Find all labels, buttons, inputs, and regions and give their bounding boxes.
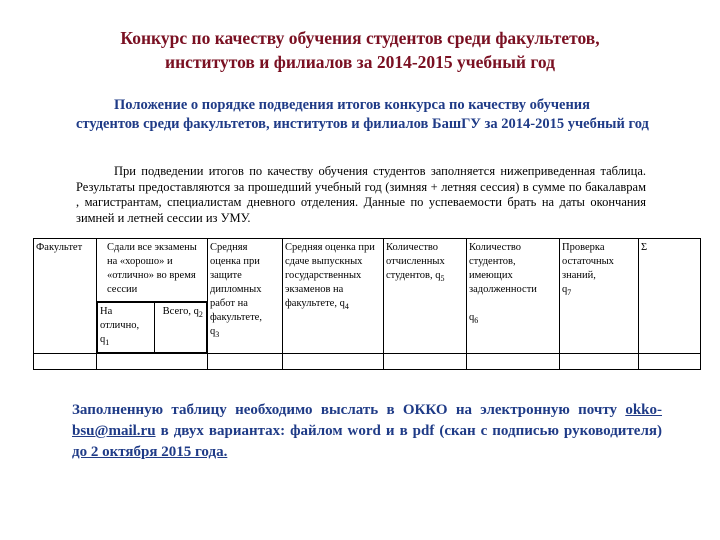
table-cell — [639, 354, 701, 370]
table-cell — [97, 354, 208, 370]
table-header-row — [34, 239, 701, 354]
table-cell — [560, 354, 639, 370]
table-cell — [34, 354, 97, 370]
header-diploma-grade: Средняя оценка при защите дипломных работ на факультете, $q_3$ — [208, 239, 283, 354]
page-title — [60, 26, 660, 74]
header-state-exam-grade: Средняя оценка при сдаче выпускных государственных экзаменов на факультете, $q_4$ — [283, 239, 384, 354]
regulation-subtitle: Положение о порядке подведения итогов конкурса по качеству обучения студентов среди факультетов, институтов и филиалов БашГУ за 2014-2015 учебный год — [76, 97, 649, 132]
header-faculty: Факультет — [34, 239, 97, 354]
header-exams-split — [97, 302, 207, 353]
header-exams — [97, 239, 208, 354]
header-debt-count: Количество студентов, имеющих задолженности $q_6$ — [467, 239, 560, 354]
header-exams-top: Сдали все экзамены на «хорошо» и «отлично» во время сессии — [97, 239, 207, 302]
sigma-symbol: Σ — [641, 242, 648, 253]
header-excellent: На отлично, $q_1$ — [98, 303, 155, 353]
header-knowledge-check: Проверка остаточных знаний, $q_7$ — [560, 239, 639, 354]
email-link[interactable]: okko-bsu@mail.ru — [72, 402, 662, 439]
submission-note: Заполненную таблицу необходимо выслать в ОККО на электронную почту okko-bsu@mail.ru в двух вариантах: файлом word и в pdf (скан с подписью руководителя) до 2 октября 2015 года. — [72, 402, 662, 460]
title-line-2: институтов и филиалов за 2014-2015 учебный год — [165, 52, 555, 72]
header-sum — [639, 239, 701, 354]
header-expelled-count: Количество отчисленных студентов, $q_5$ — [384, 239, 467, 354]
deadline-text: до 2 октября 2015 года. — [72, 444, 228, 460]
header-total: Всего, $q_2$ — [154, 303, 206, 353]
title-line-1: Конкурс по качеству обучения студентов среди факультетов, — [120, 28, 600, 48]
table-cell — [283, 354, 384, 370]
results-table — [33, 238, 701, 370]
table-empty-row — [34, 354, 701, 370]
instructions-paragraph: При подведении итогов по качеству обучения студентов заполняется нижеприведенная таблица. Результаты предоставляются за прошедший учебный год (зимняя + летняя сессия) в сумме по бакалаврам , магистрантам, специалистам дневного отделения. Данные по успеваемости брать на даты окончания зимней и летней сессии из УМУ. — [76, 164, 646, 225]
table-cell — [208, 354, 283, 370]
table-cell — [467, 354, 560, 370]
table-cell — [384, 354, 467, 370]
